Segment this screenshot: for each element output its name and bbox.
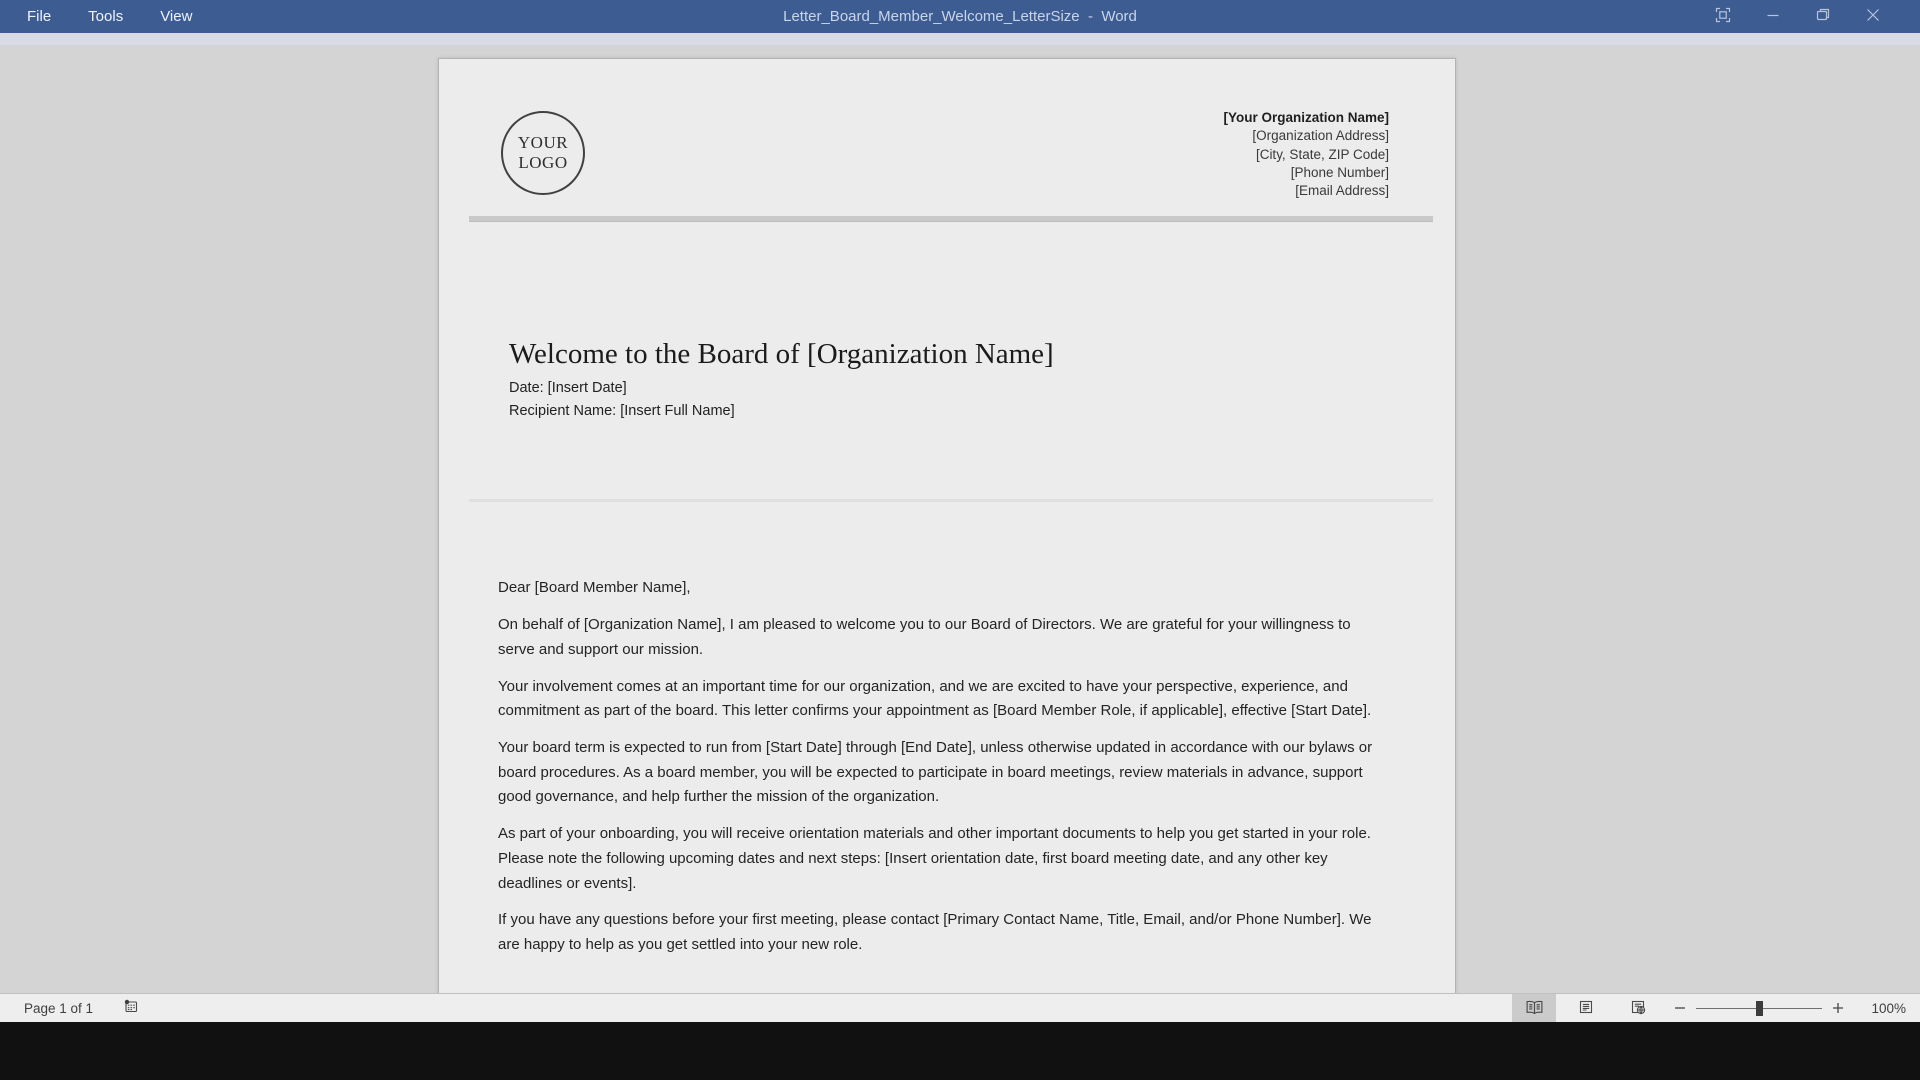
menu-tools[interactable]: Tools	[88, 8, 124, 25]
document-page[interactable]	[438, 58, 1456, 993]
title-bar	[0, 0, 1920, 33]
recipient-line: Recipient Name: [Insert Full Name]	[509, 403, 735, 419]
minimize-button[interactable]	[1748, 0, 1798, 33]
letter-body	[498, 576, 1385, 970]
paragraph-appointment: Your involvement comes at an important time for our organization, and we are excited to have your perspective, experience, and commitment as part of the board. This letter confirms your appointment as [Board Member Role, if applicable], effective [Start Date].	[498, 677, 1372, 720]
paragraph-term: Your board term is expected to run from [Start Date] through [End Date], unless otherwise updated in accordance with our bylaws or board procedures. As a board member, you will be expected to participate in board meetings, review materials in advance, support good governance, and help further the mission of the organization.	[498, 739, 1373, 806]
zoom-out-button[interactable]	[1668, 994, 1692, 1023]
status-bar	[0, 993, 1920, 1022]
menu-file[interactable]: File	[27, 8, 52, 25]
restore-icon	[1815, 7, 1831, 26]
paragraph-contact: If you have any questions before your first meeting, please contact [Primary Contact Name, Title, Email, and/or Phone Number]. We are happy to help as you get settled into your new role.	[498, 911, 1372, 954]
zoom-in-button[interactable]	[1826, 994, 1850, 1023]
close-button[interactable]	[1848, 0, 1898, 33]
zoom-level[interactable]: 100%	[1871, 1001, 1906, 1016]
restore-button[interactable]	[1798, 0, 1848, 33]
proofing-icon[interactable]	[123, 998, 139, 1019]
zoom-in-icon	[1832, 999, 1844, 1019]
focus-mode-icon	[1715, 7, 1731, 26]
web-layout-button[interactable]	[1616, 994, 1660, 1023]
letter-heading: Welcome to the Board of [Organization Name]	[509, 338, 1054, 370]
paragraph-welcome: On behalf of [Organization Name], I am pleased to welcome you to our Board of Directors. We are grateful for your willingness to serve and support our mission.	[498, 615, 1351, 658]
date-line: Date: [Insert Date]	[509, 380, 627, 396]
logo-line-1: YOUR	[517, 133, 569, 152]
status-bar-left	[24, 994, 139, 1023]
window-title: Letter_Board_Member_Welcome_LetterSize - Word	[783, 8, 1137, 25]
read-mode-button[interactable]	[1512, 994, 1556, 1023]
paragraph-salutation: Dear [Board Member Name],	[498, 579, 691, 596]
focus-mode-button[interactable]	[1698, 0, 1748, 33]
letterhead-block	[1223, 109, 1389, 200]
read-mode-icon	[1525, 1000, 1544, 1018]
letterhead-divider	[469, 216, 1433, 222]
window-controls	[1698, 0, 1898, 33]
page-info[interactable]: Page 1 of 1	[24, 1001, 94, 1016]
close-icon	[1865, 7, 1881, 26]
bottom-filler-strip	[0, 1022, 1920, 1080]
logo-line-2: LOGO	[518, 153, 568, 172]
letterhead-phone: [Phone Number]	[1290, 164, 1389, 180]
status-bar-right	[1512, 994, 1906, 1023]
organization-logo	[501, 111, 585, 195]
zoom-slider[interactable]	[1696, 994, 1822, 1023]
letterhead-email: [Email Address]	[1295, 183, 1389, 199]
menu-view[interactable]: View	[160, 8, 193, 25]
letterhead-city: [City, State, ZIP Code]	[1255, 146, 1389, 162]
zoom-slider-handle[interactable]	[1756, 1001, 1763, 1016]
letter-title-block	[509, 335, 1395, 422]
paragraph-onboarding: As part of your onboarding, you will receive orientation materials and other important documents to help you get started in your role. Please note the following upcoming dates and next steps: [Insert orientation date, first board meeting date, and any other key deadlines or events].	[498, 825, 1371, 892]
menu-bar	[27, 0, 192, 33]
print-layout-button[interactable]	[1564, 994, 1608, 1023]
web-layout-icon	[1630, 999, 1646, 1018]
letterhead-address: [Organization Address]	[1252, 128, 1389, 144]
zoom-out-icon	[1674, 999, 1686, 1019]
letterhead-org-name: [Your Organization Name]	[1223, 110, 1389, 125]
section-divider	[469, 499, 1433, 502]
print-layout-icon	[1578, 999, 1594, 1018]
document-canvas	[0, 45, 1920, 993]
minimize-icon	[1765, 7, 1781, 26]
titlebar-accent-strip	[0, 33, 1920, 45]
